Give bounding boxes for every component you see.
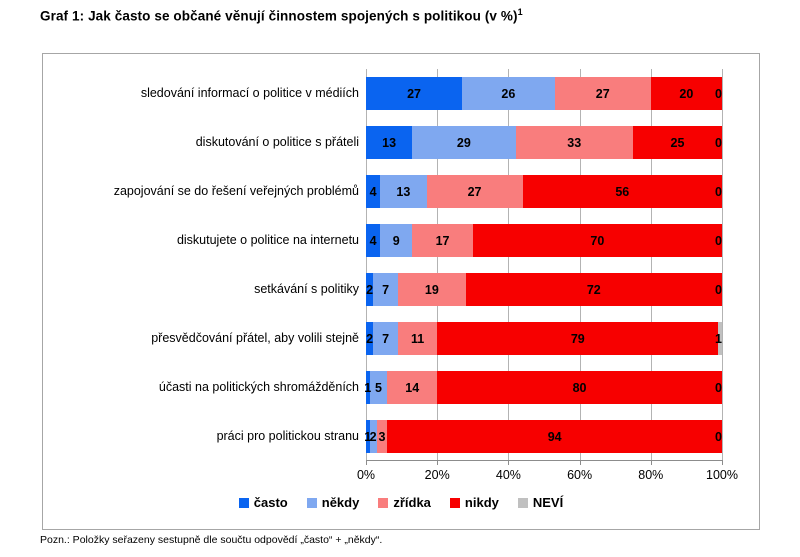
stacked-bar xyxy=(366,420,722,453)
category-label: diskutování o politice s přáteli xyxy=(195,134,359,149)
x-tick-label: 20% xyxy=(424,468,450,482)
bar-value-label: 0 xyxy=(715,184,722,199)
bar-track xyxy=(366,265,722,314)
legend-label: zřídka xyxy=(393,495,431,510)
legend-item xyxy=(307,495,360,510)
stacked-bar xyxy=(366,224,722,257)
category-label: účasti na politických shromážděních xyxy=(158,379,359,394)
bar-value-label: 7 xyxy=(382,331,390,346)
chart-title xyxy=(40,7,523,24)
legend xyxy=(43,495,759,510)
legend-color-key xyxy=(239,498,249,508)
bar-value-label: 9 xyxy=(392,233,400,248)
bar-segment xyxy=(398,273,466,306)
bar-value-label: 27 xyxy=(595,86,610,101)
category-label: přesvědčování přátel, aby volili stejně xyxy=(151,330,359,345)
bar-value-label: 11 xyxy=(410,331,425,346)
bar-segment xyxy=(427,175,523,208)
bar-value-label: 27 xyxy=(407,86,421,101)
bar-segment xyxy=(516,126,633,159)
bar-value-label: 80 xyxy=(572,380,587,395)
bar-segment xyxy=(366,77,462,110)
bar-track xyxy=(366,412,722,461)
bar-track xyxy=(366,167,722,216)
bar-segment xyxy=(387,420,722,453)
stacked-bar xyxy=(366,175,722,208)
stacked-bar xyxy=(366,273,722,306)
bar-segment xyxy=(366,126,412,159)
bar-segment xyxy=(366,224,380,257)
legend-label: NEVÍ xyxy=(532,495,564,510)
bar-segment xyxy=(380,175,426,208)
bar-row xyxy=(43,118,759,167)
bar-value-label: 2 xyxy=(369,429,377,444)
bar-value-label: 0 xyxy=(715,135,722,150)
bar-value-label: 79 xyxy=(570,331,585,346)
bar-row xyxy=(43,69,759,118)
x-tick-label: 80% xyxy=(638,468,664,482)
bar-row xyxy=(43,216,759,265)
bar-segment xyxy=(370,371,388,404)
bar-row xyxy=(43,167,759,216)
bar-segment xyxy=(398,322,437,355)
legend-item xyxy=(378,495,431,510)
bar-segment xyxy=(555,77,651,110)
legend-item xyxy=(239,495,288,510)
bar-segment xyxy=(473,224,722,257)
legend-color-key xyxy=(307,498,317,508)
bar-value-label: 70 xyxy=(590,233,605,248)
bar-segment xyxy=(462,77,555,110)
bar-value-label: 1 xyxy=(715,331,722,346)
footnote: Pozn.: Položky seřazeny sestupně dle součtu odpovědí „často“ + „někdy“. xyxy=(40,534,383,546)
x-axis xyxy=(356,466,738,484)
bar-value-label: 13 xyxy=(396,184,411,199)
bar-value-label: 0 xyxy=(715,282,722,297)
bar-row xyxy=(43,265,759,314)
bar-value-label: 0 xyxy=(715,86,722,101)
legend-color-key xyxy=(378,498,388,508)
bar-value-label: 5 xyxy=(374,380,382,395)
bar-value-label: 7 xyxy=(382,282,390,297)
legend-label: nikdy xyxy=(464,495,499,510)
bar-value-label: 72 xyxy=(586,282,601,297)
bar-segment xyxy=(373,273,398,306)
bar-value-label: 29 xyxy=(456,135,471,150)
bar-segment xyxy=(523,175,722,208)
chart-title-footnote-marker: 1 xyxy=(517,7,523,17)
legend-color-key xyxy=(518,498,528,508)
bar-track xyxy=(366,69,722,118)
chart-frame xyxy=(42,53,760,530)
stacked-bar xyxy=(366,322,722,355)
bar-track xyxy=(366,216,722,265)
legend-label: často xyxy=(253,495,288,510)
bar-segment xyxy=(377,420,388,453)
bar-value-label: 2 xyxy=(366,282,374,297)
bar-segment xyxy=(380,224,412,257)
bar-value-label: 0 xyxy=(715,233,722,248)
bar-value-label: 20 xyxy=(679,86,694,101)
x-tick-label: 40% xyxy=(495,468,521,482)
bar-value-label: 14 xyxy=(405,380,420,395)
bar-value-label: 94 xyxy=(547,429,562,444)
category-label: práci pro politickou stranu xyxy=(216,428,359,443)
bar-segment xyxy=(651,77,722,110)
bar-row xyxy=(43,412,759,461)
bar-value-label: 17 xyxy=(435,233,450,248)
bar-value-label: 1 xyxy=(364,380,372,395)
x-tick-label: 0% xyxy=(356,468,376,482)
bar-value-label: 0 xyxy=(715,380,722,395)
bar-row xyxy=(43,314,759,363)
bar-value-label: 19 xyxy=(424,282,439,297)
bar-segment xyxy=(437,322,718,355)
bar-value-label: 13 xyxy=(382,135,397,150)
bar-value-label: 4 xyxy=(369,184,377,199)
bar-track xyxy=(366,314,722,363)
category-label: diskutujete o politice na internetu xyxy=(176,232,359,247)
bar-row xyxy=(43,363,759,412)
x-tick-label: 100% xyxy=(706,468,738,482)
bar-value-label: 25 xyxy=(670,135,685,150)
legend-item xyxy=(450,495,499,510)
bar-value-label: 1 xyxy=(364,429,372,444)
bar-segment xyxy=(466,273,722,306)
x-tick-label: 60% xyxy=(567,468,593,482)
legend-label: někdy xyxy=(321,495,360,510)
bar-segment xyxy=(373,322,398,355)
bar-value-label: 0 xyxy=(715,429,722,444)
bar-segment xyxy=(412,224,473,257)
bar-value-label: 33 xyxy=(567,135,582,150)
legend-color-key xyxy=(450,498,460,508)
bar-segment xyxy=(387,371,437,404)
bar-segment xyxy=(412,126,515,159)
bar-segment xyxy=(366,273,373,306)
stacked-bar xyxy=(366,77,722,110)
category-label: setkávání s politiky xyxy=(254,281,359,296)
bar-segment xyxy=(633,126,722,159)
chart-title-text: Graf 1: Jak často se občané věnují činnostem spojených s politikou (v %) xyxy=(40,8,518,24)
bar-segment xyxy=(715,322,722,355)
bar-value-label: 27 xyxy=(467,184,482,199)
bar-value-label: 3 xyxy=(378,429,386,444)
bar-segment xyxy=(366,175,380,208)
legend-item xyxy=(518,495,563,510)
category-label: sledování informací o politice v médiích xyxy=(140,85,359,100)
bar-value-label: 2 xyxy=(366,331,374,346)
stacked-bar xyxy=(366,371,722,404)
bar-value-label: 56 xyxy=(615,184,630,199)
bar-track xyxy=(366,363,722,412)
bar-segment xyxy=(366,322,373,355)
stacked-bar xyxy=(366,126,722,159)
bar-rows xyxy=(43,69,759,461)
category-label: zapojování se do řešení veřejných problémů xyxy=(113,183,359,198)
bar-value-label: 4 xyxy=(369,233,377,248)
bar-segment xyxy=(370,420,377,453)
bar-value-label: 26 xyxy=(501,86,516,101)
bar-segment xyxy=(437,371,722,404)
bar-track xyxy=(366,118,722,167)
